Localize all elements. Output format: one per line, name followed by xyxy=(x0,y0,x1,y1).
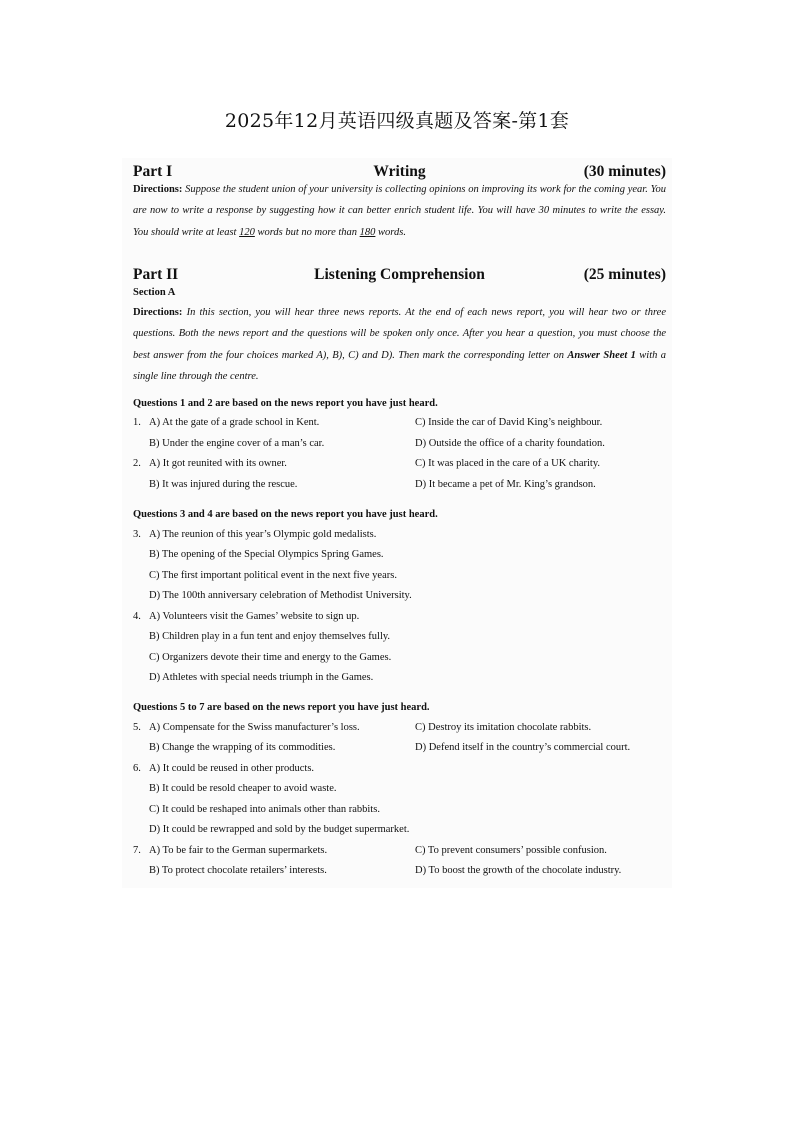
choice-a: A) To be fair to the German supermarkets. xyxy=(149,845,328,856)
answer-sheet-name: Answer Sheet 1 xyxy=(567,349,636,361)
question-row xyxy=(133,845,673,865)
choice-d: D) Outside the office of a charity foundation. xyxy=(415,438,605,449)
choice-a: A) The reunion of this year’s Olympic gold medalists. xyxy=(149,529,377,540)
choice-c: C) The first important political event in the next five years. xyxy=(149,570,397,581)
question-row xyxy=(133,529,673,549)
question-row xyxy=(133,479,673,499)
choice-a: A) It got reunited with its owner. xyxy=(149,458,287,469)
question-row xyxy=(133,763,673,783)
choice-b: B) To protect chocolate retailers’ interests. xyxy=(149,865,327,876)
part1-title: Writing xyxy=(373,163,426,180)
question-row xyxy=(133,611,673,631)
max-words: 180 xyxy=(359,226,376,238)
directions-text: with a single line through the centre. xyxy=(133,349,666,382)
question-row xyxy=(133,652,673,672)
min-words: 120 xyxy=(239,226,255,238)
choice-c: C) It could be reshaped into animals other than rabbits. xyxy=(149,804,380,815)
question-group-heading: Questions 5 to 7 are based on the news report you have just heard. xyxy=(133,702,430,713)
choice-d: D) The 100th anniversary celebration of Methodist University. xyxy=(149,590,412,601)
choice-a: A) At the gate of a grade school in Kent. xyxy=(149,417,320,428)
part1-time: (30 minutes) xyxy=(583,163,666,180)
choice-b: B) It was injured during the rescue. xyxy=(149,479,298,490)
part2-title: Listening Comprehension xyxy=(314,266,485,283)
choice-c: C) Inside the car of David King’s neighbour. xyxy=(415,417,603,428)
choice-c: C) To prevent consumers’ possible confusion. xyxy=(415,845,607,856)
question-group-heading: Questions 3 and 4 are based on the news report you have just heard. xyxy=(133,509,438,520)
question-number: 1. xyxy=(133,417,141,428)
question-row xyxy=(133,549,673,569)
part2-time: (25 minutes) xyxy=(583,266,666,283)
part2-header xyxy=(133,266,666,284)
question-row xyxy=(133,865,673,885)
question-row xyxy=(133,458,673,478)
choice-c: C) Destroy its imitation chocolate rabbits. xyxy=(415,722,592,733)
choice-d: D) Defend itself in the country’s commercial court. xyxy=(415,742,631,753)
directions-text: Suppose the student union of your university is collecting opinions on improving its work for the coming year. You are now to write a response by suggesting how it can better enrich student life. You will have 30 minutes to write the essay. You should write at least xyxy=(133,184,666,238)
choice-a: A) Volunteers visit the Games’ website to sign up. xyxy=(149,611,360,622)
section-a-label: Section A xyxy=(133,287,176,298)
question-row xyxy=(133,631,673,651)
choice-d: D) It became a pet of Mr. King’s grandson. xyxy=(415,479,596,490)
question-number: 3. xyxy=(133,529,141,540)
directions-text: words. xyxy=(375,226,406,238)
question-number: 6. xyxy=(133,763,141,774)
directions-label: Directions: xyxy=(133,184,183,195)
part1-label: Part I xyxy=(133,163,173,180)
question-row xyxy=(133,824,673,844)
choice-b: B) Children play in a fun tent and enjoy themselves fully. xyxy=(149,631,391,642)
directions-text: In this section, you will hear three news reports. At the end of each news report, you will hear two or three questions. Both the news report and the questions will be spoken only once. After you hear a question, you must choose the best answer from the four choices marked A), B), C) and D). Then mark the corresponding letter on xyxy=(133,307,666,361)
question-group-heading: Questions 1 and 2 are based on the news report you have just heard. xyxy=(133,398,438,409)
question-row xyxy=(133,722,673,742)
part2-label: Part II xyxy=(133,266,179,283)
question-number: 2. xyxy=(133,458,141,469)
choice-b: B) It could be resold cheaper to avoid waste. xyxy=(149,783,337,794)
directions-text: words but no more than xyxy=(254,226,360,238)
question-number: 5. xyxy=(133,722,141,733)
choice-d: D) Athletes with special needs triumph in the Games. xyxy=(149,672,374,683)
question-row xyxy=(133,783,673,803)
question-number: 4. xyxy=(133,611,141,622)
question-row xyxy=(133,438,673,458)
choice-c: C) Organizers devote their time and energy to the Games. xyxy=(149,652,392,663)
choice-c: C) It was placed in the care of a UK charity. xyxy=(415,458,601,469)
choice-b: B) Under the engine cover of a man’s car. xyxy=(149,438,325,449)
question-row xyxy=(133,417,673,437)
question-number: 7. xyxy=(133,845,141,856)
choice-b: B) The opening of the Special Olympics Spring Games. xyxy=(149,549,384,560)
question-row xyxy=(133,672,673,692)
directions-label: Directions: xyxy=(133,307,183,318)
part1-directions xyxy=(133,179,666,243)
choice-a: A) Compensate for the Swiss manufacturer’s loss. xyxy=(149,722,360,733)
part2-directions xyxy=(133,302,666,387)
document-title: 2025年12月英语四级真题及答案-第1套 xyxy=(224,110,570,132)
choice-a: A) It could be reused in other products. xyxy=(149,763,315,774)
choice-d: D) To boost the growth of the chocolate industry. xyxy=(415,865,622,876)
question-row xyxy=(133,742,673,762)
question-row xyxy=(133,804,673,824)
choice-d: D) It could be rewrapped and sold by the budget supermarket. xyxy=(149,824,410,835)
choice-b: B) Change the wrapping of its commodities. xyxy=(149,742,336,753)
question-row xyxy=(133,570,673,590)
question-row xyxy=(133,590,673,610)
